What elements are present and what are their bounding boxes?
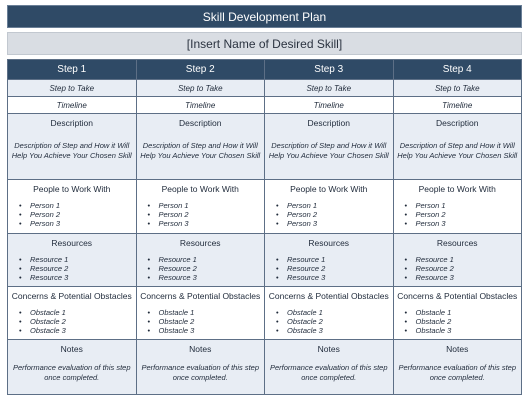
notes-cell[interactable] (265, 340, 394, 395)
list-item: • Person 3 (19, 219, 136, 228)
notes-label: Notes (189, 344, 212, 354)
people-label: People to Work With (290, 184, 368, 194)
notes-label: Notes (446, 344, 469, 354)
skill-name-placeholder[interactable]: [Insert Name of Desired Skill] (7, 32, 522, 55)
list-item: • Obstacle 2 (276, 317, 393, 326)
list-item: • Obstacle 1 (19, 308, 136, 317)
timeline-row (8, 97, 522, 114)
resources-list (394, 255, 522, 282)
step-header: Step 4 (393, 60, 522, 80)
list-item: • Person 1 (148, 201, 265, 210)
description-cell[interactable] (393, 114, 522, 180)
list-item: • Obstacle 2 (19, 317, 136, 326)
notes-label: Notes (60, 344, 83, 354)
notes-label: Notes (317, 344, 340, 354)
step-header-row (8, 60, 522, 80)
step-to-take-cell[interactable]: Step to Take (8, 80, 137, 97)
people-cell[interactable] (136, 180, 265, 234)
list-item: • Obstacle 3 (148, 326, 265, 335)
list-item: • Person 1 (405, 201, 522, 210)
list-item: • Resource 2 (405, 264, 522, 273)
resources-label: Resources (179, 238, 221, 248)
people-list (137, 201, 265, 228)
timeline-cell[interactable]: Timeline (136, 97, 265, 114)
list-item: • Resource 1 (405, 255, 522, 264)
description-label: Description (50, 118, 94, 128)
concerns-row (8, 287, 522, 340)
notes-text: Performance evaluation of this step once completed. (398, 363, 517, 382)
obstacles-list (137, 308, 265, 335)
description-row (8, 114, 522, 180)
step-to-take-cell[interactable]: Step to Take (393, 80, 522, 97)
description-label: Description (435, 118, 479, 128)
notes-text: Performance evaluation of this step once completed. (12, 363, 131, 382)
page-title: Skill Development Plan (7, 5, 522, 28)
resources-cell[interactable] (136, 234, 265, 287)
concerns-label: Concerns & Potential Obstacles (397, 291, 518, 301)
list-item: • Person 3 (148, 219, 265, 228)
concerns-cell[interactable] (8, 287, 137, 340)
step-to-take-cell[interactable]: Step to Take (265, 80, 394, 97)
description-label: Description (178, 118, 222, 128)
concerns-cell[interactable] (136, 287, 265, 340)
description-text: Description of Step and How it Will Help You Achieve Your Chosen Skill (11, 141, 132, 160)
description-cell[interactable] (8, 114, 137, 180)
people-list (265, 201, 393, 228)
concerns-cell[interactable] (265, 287, 394, 340)
resources-list (137, 255, 265, 282)
list-item: • Resource 1 (148, 255, 265, 264)
people-list (394, 201, 522, 228)
list-item: • Obstacle 2 (148, 317, 265, 326)
plan-table (7, 59, 522, 395)
resources-cell[interactable] (8, 234, 137, 287)
concerns-cell[interactable] (393, 287, 522, 340)
notes-text: Performance evaluation of this step once completed. (269, 363, 388, 382)
notes-cell[interactable] (393, 340, 522, 395)
resources-label: Resources (51, 238, 93, 248)
list-item: • Obstacle 2 (405, 317, 522, 326)
obstacles-list (265, 308, 393, 335)
list-item: • Person 3 (405, 219, 522, 228)
people-cell[interactable] (8, 180, 137, 234)
list-item: • Person 2 (19, 210, 136, 219)
notes-cell[interactable] (8, 340, 137, 395)
list-item: • Person 2 (276, 210, 393, 219)
people-cell[interactable] (393, 180, 522, 234)
description-text: Description of Step and How it Will Help You Achieve Your Chosen Skill (268, 141, 389, 160)
resources-row (8, 234, 522, 287)
description-cell[interactable] (136, 114, 265, 180)
list-item: • Obstacle 3 (405, 326, 522, 335)
timeline-cell[interactable]: Timeline (265, 97, 394, 114)
notes-row (8, 340, 522, 395)
concerns-label: Concerns & Potential Obstacles (268, 291, 389, 301)
description-text: Description of Step and How it Will Help You Achieve Your Chosen Skill (140, 141, 261, 160)
people-list (8, 201, 136, 228)
step-to-take-cell[interactable]: Step to Take (136, 80, 265, 97)
list-item: • Resource 3 (148, 273, 265, 282)
description-label: Description (307, 118, 351, 128)
list-item: • Obstacle 1 (276, 308, 393, 317)
timeline-cell[interactable]: Timeline (393, 97, 522, 114)
list-item: • Resource 2 (19, 264, 136, 273)
resources-label: Resources (308, 238, 350, 248)
resources-cell[interactable] (393, 234, 522, 287)
step-to-take-row (8, 80, 522, 97)
obstacles-list (8, 308, 136, 335)
description-cell[interactable] (265, 114, 394, 180)
list-item: • Obstacle 3 (276, 326, 393, 335)
notes-cell[interactable] (136, 340, 265, 395)
people-cell[interactable] (265, 180, 394, 234)
people-label: People to Work With (161, 184, 239, 194)
list-item: • Resource 2 (148, 264, 265, 273)
list-item: • Resource 2 (276, 264, 393, 273)
concerns-label: Concerns & Potential Obstacles (140, 291, 261, 301)
list-item: • Person 3 (276, 219, 393, 228)
list-item: • Resource 3 (19, 273, 136, 282)
resources-list (265, 255, 393, 282)
people-label: People to Work With (418, 184, 496, 194)
list-item: • Obstacle 1 (148, 308, 265, 317)
resources-label: Resources (436, 238, 478, 248)
list-item: • Resource 1 (276, 255, 393, 264)
list-item: • Person 1 (276, 201, 393, 210)
notes-text: Performance evaluation of this step once completed. (141, 363, 260, 382)
list-item: • Person 2 (148, 210, 265, 219)
description-text: Description of Step and How it Will Help You Achieve Your Chosen Skill (397, 141, 518, 160)
resources-cell[interactable] (265, 234, 394, 287)
step-header: Step 1 (8, 60, 137, 80)
concerns-label: Concerns & Potential Obstacles (11, 291, 132, 301)
timeline-cell[interactable]: Timeline (8, 97, 137, 114)
list-item: • Resource 1 (19, 255, 136, 264)
step-header: Step 3 (265, 60, 394, 80)
list-item: • Person 1 (19, 201, 136, 210)
list-item: • Resource 3 (405, 273, 522, 282)
people-row (8, 180, 522, 234)
obstacles-list (394, 308, 522, 335)
step-header: Step 2 (136, 60, 265, 80)
resources-list (8, 255, 136, 282)
list-item: • Obstacle 1 (405, 308, 522, 317)
list-item: • Resource 3 (276, 273, 393, 282)
people-label: People to Work With (33, 184, 111, 194)
list-item: • Obstacle 3 (19, 326, 136, 335)
list-item: • Person 2 (405, 210, 522, 219)
